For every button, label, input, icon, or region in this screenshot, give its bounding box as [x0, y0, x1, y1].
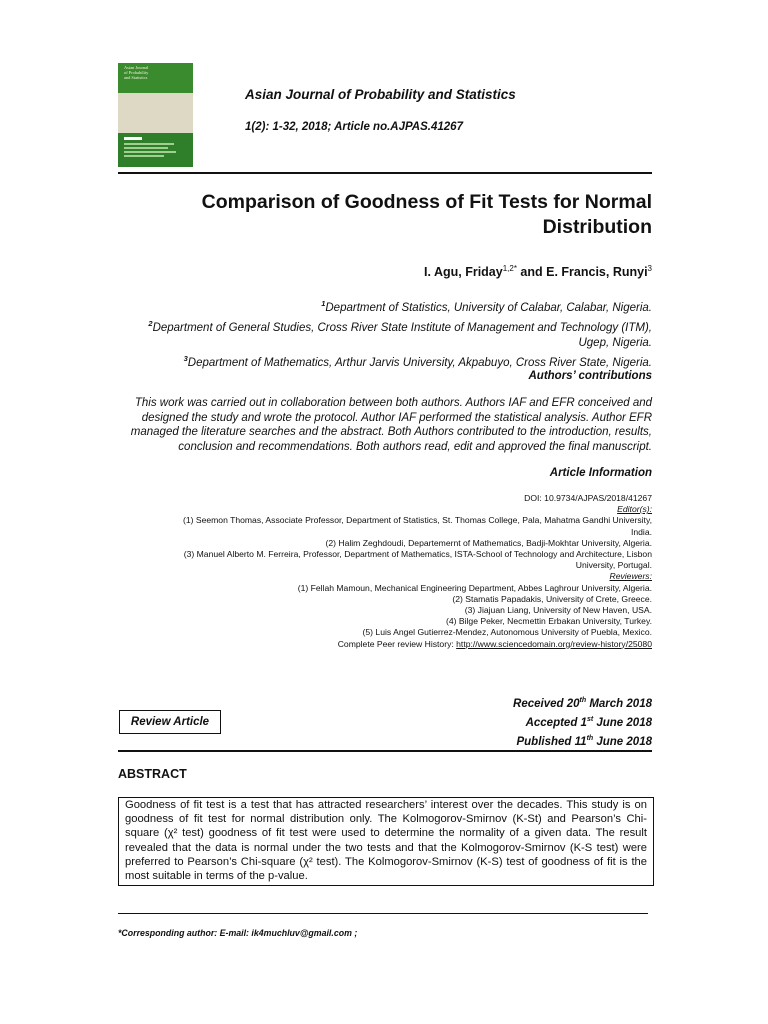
review-history-label: Complete Peer review History:: [337, 638, 457, 649]
abstract-text: Goodness of fit test is a test that has attracted researchers’ interest over the decades. This study is on goodness of fit test for normal distribution only. The Kolmogorov-Smirnov (K-St) and Pearson’s Chi-square (χ² test) goodness of fit test were used to determine the normality of a given data. The result revealed that the data is normal under the two tests and that the Kolmogorov-Smirnov (K-S test) were preferred to Pearson’s Chi-square (χ² test). The Kolmogorov-Smirnov (K-S) test of goodness of fit is the most suitable in terms of the p-value.: [118, 797, 654, 886]
article-info: [92, 493, 652, 650]
editor-entry: (2) Halim Zeghdoudi, Departemernt of Mathematics, Badji-Mokhtar University, Algeria.: [325, 537, 652, 548]
cover-line: [124, 155, 164, 157]
published-date: [513, 731, 652, 750]
affiliation-number: 1: [321, 299, 326, 308]
reviewer-entry: (1) Fellah Mamoun, Mechanical Engineering Department, Abbes Laghrour University, Algeria.: [297, 582, 652, 593]
author-affil-sup: 3: [647, 264, 652, 273]
affiliation-text: Department of Mathematics, Arthur Jarvis University, Akpabuyo, Cross River State, Nigeria.: [187, 356, 652, 369]
abstract-heading: ABSTRACT: [118, 767, 187, 781]
date-text: June 2018: [593, 716, 652, 729]
article-type-badge: Review Article: [119, 710, 221, 734]
section-rule: [118, 750, 652, 752]
affiliation-number: 2: [148, 318, 153, 328]
cover-line: [124, 143, 174, 145]
corresponding-author: *Corresponding author: E-mail: ik4muchluv@gmail.com ;: [118, 928, 358, 938]
journal-name: Asian Journal of Probability and Statistics: [245, 87, 516, 102]
footnote-rule: [118, 913, 648, 914]
publication-dates: [513, 693, 652, 749]
cover-line: [124, 147, 168, 149]
reviewer-entry: (5) Luis Angel Gutierrez-Mendez, Autonomous University of Puebla, Mexico.: [362, 627, 652, 638]
author-name: and E. Francis, Runyi: [516, 265, 648, 280]
affiliation: [92, 351, 652, 371]
reviewer-entry: (3) Jiajuan Liang, University of New Haven, USA.: [464, 605, 652, 616]
paper-title-line: Comparison of Goodness of Fit Tests for Normal: [201, 191, 652, 213]
paper-title-line: Distribution: [542, 216, 652, 238]
cover-title-line: of Probability: [124, 70, 149, 75]
journal-cover-image: [118, 63, 193, 167]
editor-entry: (1) Seemon Thomas, Associate Professor, Department of Statistics, St. Thomas College, Pala, Mahatma Gandhi University,: [182, 515, 652, 526]
contributions-heading: Authors’ contributions: [528, 370, 652, 382]
paper-title: [132, 190, 652, 240]
affiliation-text: Ugep, Nigeria.: [578, 336, 652, 349]
author-affil-sup: 1,2*: [502, 264, 517, 273]
date-text: Published 11: [516, 735, 587, 748]
cover-line: [124, 151, 176, 153]
date-ordinal: th: [579, 697, 587, 704]
editors-label: Editor(s):: [617, 504, 652, 515]
editor-entry: India.: [630, 526, 652, 537]
author-name: I. Agu, Friday: [424, 265, 503, 280]
received-date: [513, 693, 652, 712]
author-list: [424, 264, 652, 279]
affiliations: [92, 296, 652, 370]
reviewers-label: Reviewers:: [609, 571, 652, 582]
doi: DOI: 10.9734/AJPAS/2018/41267: [524, 493, 652, 503]
cover-bar: [124, 137, 142, 140]
article-info-heading: Article Information: [549, 467, 652, 479]
date-text: Received 20: [513, 697, 580, 710]
reviewer-entry: (4) Bilge Peker, Necmettin Erbakan University, Turkey.: [445, 616, 652, 627]
editor-entry: University, Portugal.: [575, 560, 652, 571]
editor-entry: (3) Manuel Alberto M. Ferreira, Professor, Department of Mathematics, ISTA-School of Technology and Architecture, Lisbon: [183, 549, 652, 560]
journal-volume: 1(2): 1-32, 2018; Article no.AJPAS.41267: [245, 121, 463, 133]
review-history: [92, 639, 652, 650]
affiliation-text: Department of General Studies, Cross River State Institute of Management and Technology (ITM),: [152, 321, 652, 334]
contributions-text: This work was carried out in collaboration between both authors. Authors IAF and EFR conceived and designed the study and wrote the protocol. Author IAF performed the statistical analysis. Author EFR managed the literature searches and the abstract. Both Authors contributed to the introduction, results, conclusion and recommendations. Both authors read, edit and approved the final manuscript.: [130, 397, 652, 453]
date-ordinal: th: [586, 734, 594, 742]
cover-header: [118, 63, 193, 93]
date-text: Accepted 1: [525, 716, 587, 729]
date-text: March 2018: [586, 697, 652, 710]
accepted-date: [513, 712, 652, 731]
affiliation-number: 3: [183, 353, 188, 363]
affiliation-text: Department of Statistics, University of Calabar, Calabar, Nigeria.: [325, 301, 652, 314]
cover-title-line: and Statistics: [124, 75, 148, 80]
reviewer-entry: (2) Stamatis Papadakis, University of Crete, Greece.: [452, 593, 652, 604]
affiliation: [92, 316, 652, 351]
affiliation: [92, 296, 652, 316]
review-history-link[interactable]: http://www.sciencedomain.org/review-history/25080: [456, 638, 652, 649]
date-text: June 2018: [593, 735, 652, 748]
date-ordinal: st: [586, 715, 594, 723]
header-rule: [118, 172, 652, 174]
cover-title-line: Asian Journal: [124, 65, 149, 70]
cover-middle: [118, 93, 193, 133]
